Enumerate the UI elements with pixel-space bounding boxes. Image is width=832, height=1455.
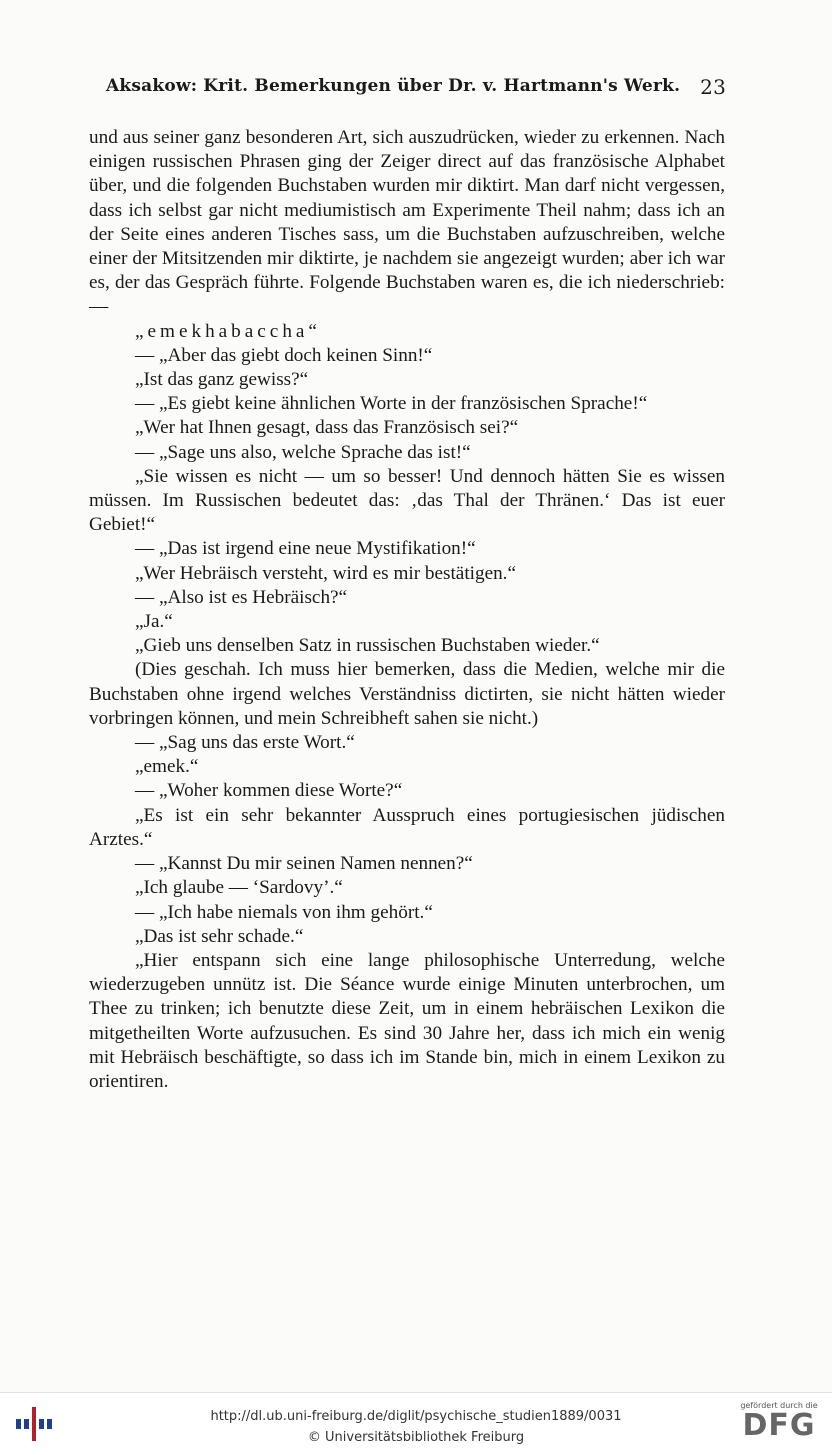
- paragraph: — „Es giebt keine ähnlichen Worte in der französischen Sprache!“: [135, 393, 648, 415]
- paragraph: „Das ist sehr schade.“: [135, 925, 304, 947]
- running-head: [106, 75, 726, 99]
- paragraph: „Gieb uns denselben Satz in russischen Buchstaben wieder.“: [135, 635, 600, 657]
- paragraph: „emek.“: [135, 756, 199, 778]
- paragraph: „Ist das ganz gewiss?“: [135, 369, 309, 391]
- sponsor-label: gefördert durch die: [740, 1401, 818, 1410]
- dfg-wordmark: DFG: [742, 1408, 816, 1443]
- paragraph: „emekhabaccha“: [135, 320, 321, 342]
- running-head-title: Aksakow: Krit. Bemerkungen über Dr. v. Hartmann's Werk.: [106, 76, 681, 96]
- paragraph: „Es ist ein sehr bekannter Ausspruch eines portugiesischen jüdischen Arztes.“: [89, 804, 725, 850]
- paragraph: und aus seiner ganz besonderen Art, sich auszudrücken, wieder zu erkennen. Nach einigen russischen Phrasen ging der Zeiger direct auf das französische Alphabet über, und die folgenden Buchstaben wurden mir diktirt. Man darf nicht vergessen, dass ich selbst gar nicht mediumistisch am Experimente Theil nahm; dass ich an der Seite eines anderen Tisches sass, um die Buchstaben aufzuschreiben, welche einer der Mitsitzenden mir diktirte, je nachdem sie angezeigt wurden; aber ich war es, der das Gespräch führte. Folgende Buchstaben waren es, die ich niederschrieb: —: [89, 127, 725, 318]
- paragraph: „Sie wissen es nicht — um so besser! Und dennoch hätten Sie es wissen müssen. Im Russischen bedeutet das: ‚das Thal der Thränen.‘ Das ist euer Gebiet!“: [89, 465, 725, 536]
- paragraph: — „Ich habe niemals von ihm gehört.“: [135, 901, 433, 923]
- page-body-text: [89, 126, 725, 1094]
- paragraph: — „Das ist irgend eine neue Mystifikation!“: [135, 538, 476, 560]
- dfg-logo[interactable]: [736, 1401, 822, 1447]
- paragraph: — „Sage uns also, welche Sprache das ist!“: [135, 441, 471, 463]
- paragraph: — „Aber das giebt doch keinen Sinn!“: [135, 344, 433, 366]
- paragraph: „Wer Hebräisch versteht, wird es mir bestätigen.“: [135, 562, 516, 584]
- page-url[interactable]: http://dl.ub.uni-freiburg.de/diglit/psychische_studien1889/0031: [210, 1409, 622, 1424]
- paragraph: — „Woher kommen diese Worte?“: [135, 780, 403, 802]
- paragraph: „Wer hat Ihnen gesagt, dass das Französisch sei?“: [135, 417, 519, 439]
- paragraph: „Hier entspann sich eine lange philosophische Unterredung, welche wiederzugeben unnütz ist. Die Séance wurde einige Minuten unterbrochen, um Thee zu trinken; ich benutzte diese Zeit, um in einem hebräischen Lexikon die mitgetheilten Worte aufzusuchen. Es sind 30 Jahre her, dass ich mich ein wenig mit Hebräisch beschäftigte, so dass ich im Stande bin, mich in einem Lexikon zu orientiren.: [89, 949, 725, 1092]
- copyright-notice: © Universitätsbibliothek Freiburg: [307, 1430, 525, 1445]
- paragraph: „Ich glaube — ‘Sardovy’.“: [135, 877, 343, 899]
- viewer-footer: [0, 1392, 832, 1455]
- page-number: 23: [700, 75, 726, 99]
- paragraph: — „Kannst Du mir seinen Namen nennen?“: [135, 853, 473, 875]
- paragraph: „Ja.“: [135, 611, 173, 633]
- paragraph: (Dies geschah. Ich muss hier bemerken, dass die Medien, welche mir die Buchstaben ohne irgend welches Verständniss dictirten, sie nicht hätten wieder vorbringen können, und mein Schreibheft sahen sie nicht.): [89, 659, 725, 729]
- paragraph: — „Also ist es Hebräisch?“: [135, 586, 348, 608]
- paragraph: — „Sag uns das erste Wort.“: [135, 732, 355, 754]
